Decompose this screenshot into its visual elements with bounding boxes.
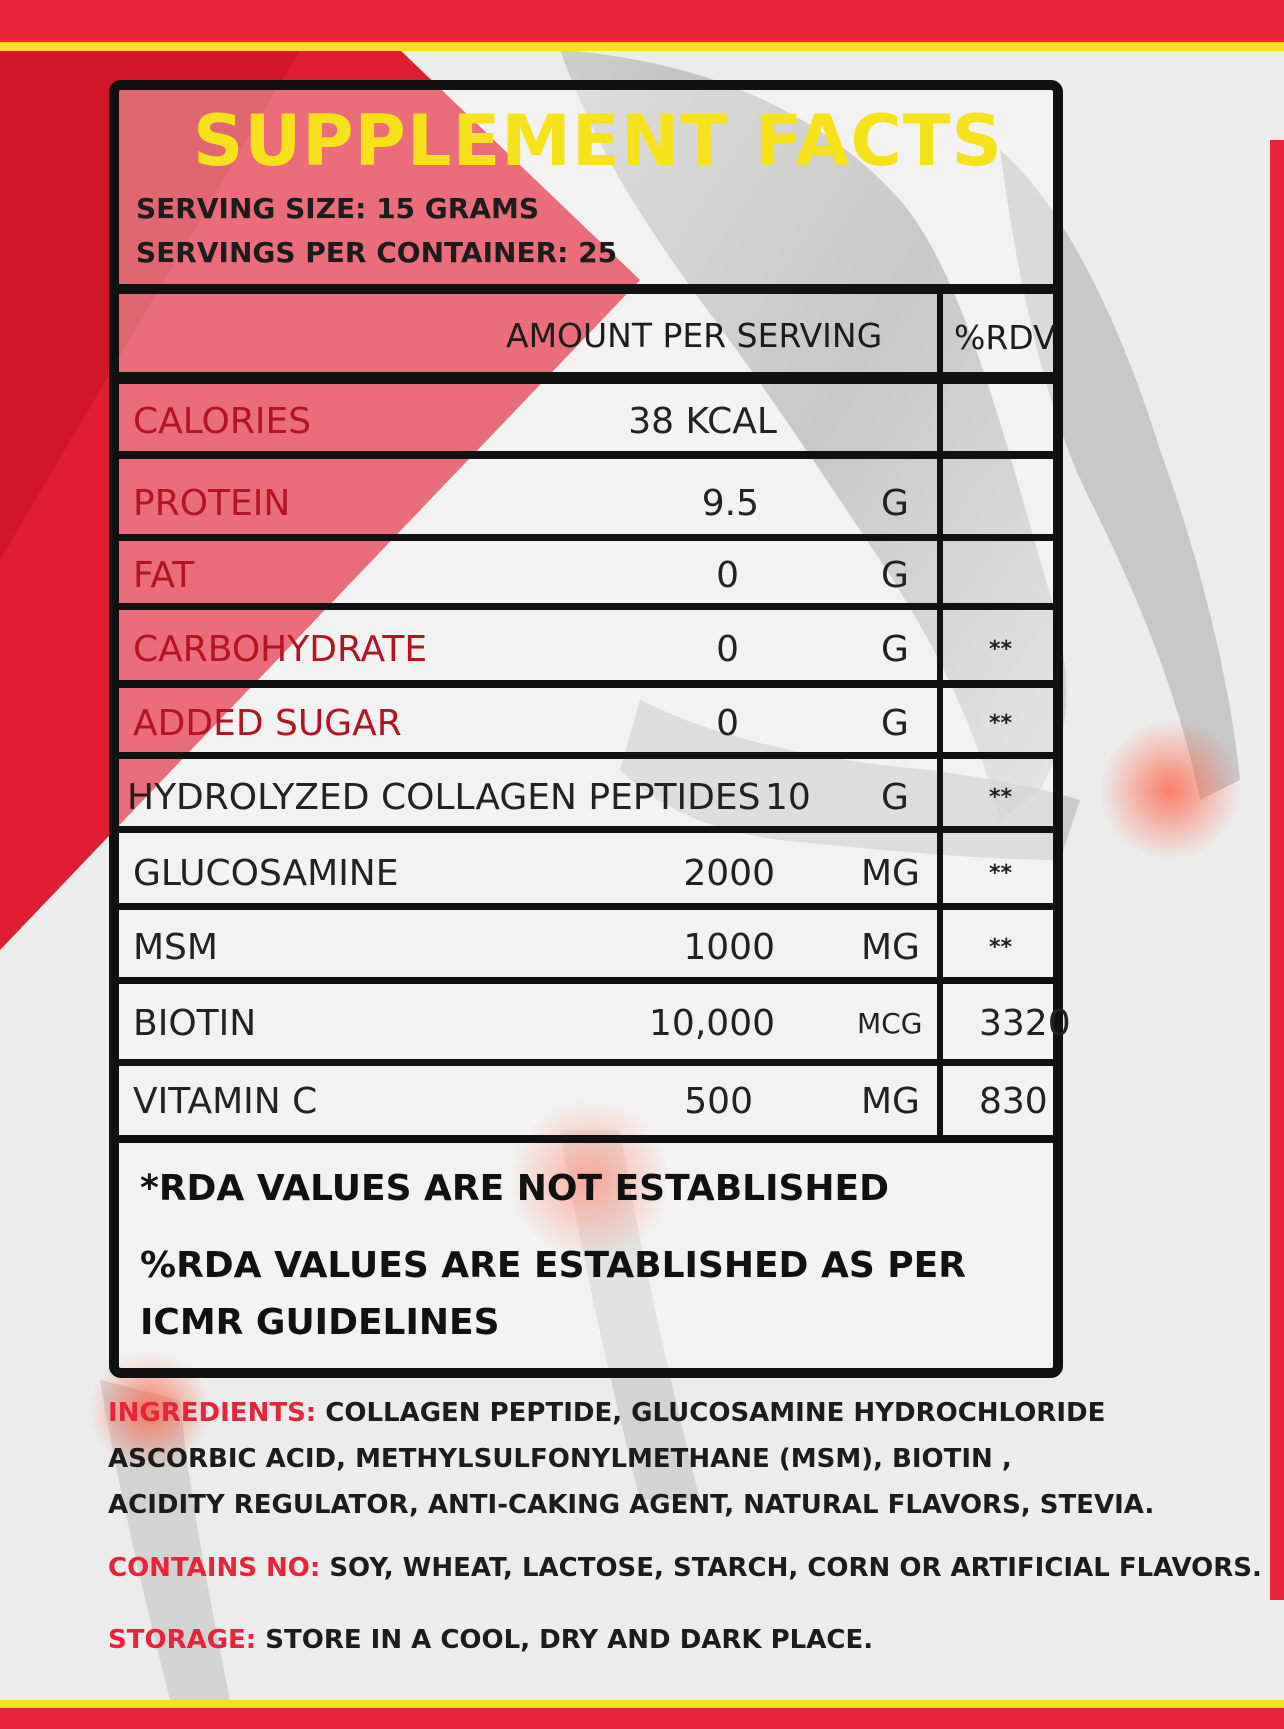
nutrient-unit: MCG [857,1007,923,1040]
table-divider [109,977,1063,984]
table-divider [109,1059,1063,1066]
rda-note: %RDA VALUES ARE ESTABLISHED AS PER [140,1245,966,1286]
storage-line [108,1625,873,1655]
table-row [119,392,1053,452]
nutrient-amount: 0 [716,555,739,596]
bottom-red-band [0,1708,1284,1729]
nutrient-unit: G [881,777,909,818]
table-divider [109,372,1063,384]
table-row [119,694,1053,754]
nutrient-amount: 0 [716,703,739,744]
nutrient-amount: 10 [765,777,811,818]
table-divider [109,680,1063,688]
nutrient-unit: G [881,555,909,596]
nutrient-amount: 0 [716,629,739,670]
nutrient-rdv: ** [989,785,1013,810]
table-row [119,768,1053,828]
right-red-strip [1270,140,1284,1600]
ingredients-line [108,1398,1105,1428]
nutrient-amount: 10,000 [649,1003,775,1044]
nutrient-amount: 500 [684,1081,753,1122]
servings-per-container: SERVINGS PER CONTAINER: 25 [136,236,618,269]
table-row [119,474,1053,534]
nutrient-name: CARBOHYDRATE [133,629,428,670]
rda-note: ICMR GUIDELINES [140,1302,500,1343]
ingredients-label: INGREDIENTS: [108,1398,317,1428]
nutrient-unit: G [881,629,909,670]
storage-label: STORAGE: [108,1625,257,1655]
table-row [119,546,1053,606]
table-row [119,994,1071,1054]
nutrient-name: PROTEIN [133,483,291,524]
table-divider [109,1135,1063,1143]
nutrient-name: HYDROLYZED COLLAGEN PEPTIDES [127,777,761,818]
table-divider [109,903,1063,910]
amount-per-serving-header: AMOUNT PER SERVING [506,316,883,355]
nutrient-name: FAT [133,555,195,596]
nutrient-unit: G [881,703,909,744]
rdv-header: %RDV [954,318,1056,357]
nutrient-amount: 2000 [683,853,775,894]
bottom-yellow-stripe [0,1700,1284,1708]
nutrient-name: CALORIES [133,401,312,442]
nutrient-unit: G [881,483,909,524]
nutrient-unit: MG [861,1081,920,1122]
table-divider [109,451,1063,459]
nutrient-amount: 1000 [683,927,775,968]
nutrient-rdv: 3320 [979,1003,1071,1044]
table-row [119,1072,1053,1132]
nutrient-rdv: 830 [979,1081,1048,1122]
storage-text: STORE IN A COOL, DRY AND DARK PLACE. [265,1625,874,1655]
nutrient-rdv: ** [989,861,1013,886]
nutrient-rdv: ** [989,935,1013,960]
rda-note: *RDA VALUES ARE NOT ESTABLISHED [140,1168,890,1209]
nutrient-rdv: ** [989,711,1013,736]
nutrient-rdv: ** [989,637,1013,662]
nutrient-unit: MG [861,927,920,968]
ingredients-line: ACIDITY REGULATOR, ANTI-CAKING AGENT, NATURAL FLAVORS, STEVIA. [108,1490,1155,1520]
ingredients-line: ASCORBIC ACID, METHYLSULFONYLMETHANE (MSM), BIOTIN , [108,1444,1012,1474]
table-row [119,844,1053,904]
ingredients-text: COLLAGEN PEPTIDE, GLUCOSAMINE HYDROCHLORIDE [325,1398,1106,1428]
contains-no-line [108,1553,1262,1583]
top-red-band [0,0,1284,42]
table-row [119,918,1053,978]
table-divider [109,534,1063,541]
nutrient-name: GLUCOSAMINE [133,853,399,894]
serving-size: SERVING SIZE: 15 GRAMS [136,192,540,225]
nutrient-name: MSM [133,927,218,968]
panel-title: SUPPLEMENT FACTS [193,100,1003,182]
nutrient-name: BIOTIN [133,1003,257,1044]
top-yellow-stripe [0,42,1284,51]
nutrient-amount: 38 KCAL [628,401,777,442]
nutrient-unit: MG [861,853,920,894]
contains-no-text: SOY, WHEAT, LACTOSE, STARCH, CORN OR ARTIFICIAL FLAVORS. [329,1553,1262,1583]
table-row [119,620,1053,680]
nutrient-name: VITAMIN C [133,1081,318,1122]
table-divider [109,284,1063,294]
contains-no-label: CONTAINS NO: [108,1553,321,1583]
nutrient-name: ADDED SUGAR [133,703,402,744]
nutrient-amount: 9.5 [701,483,759,524]
